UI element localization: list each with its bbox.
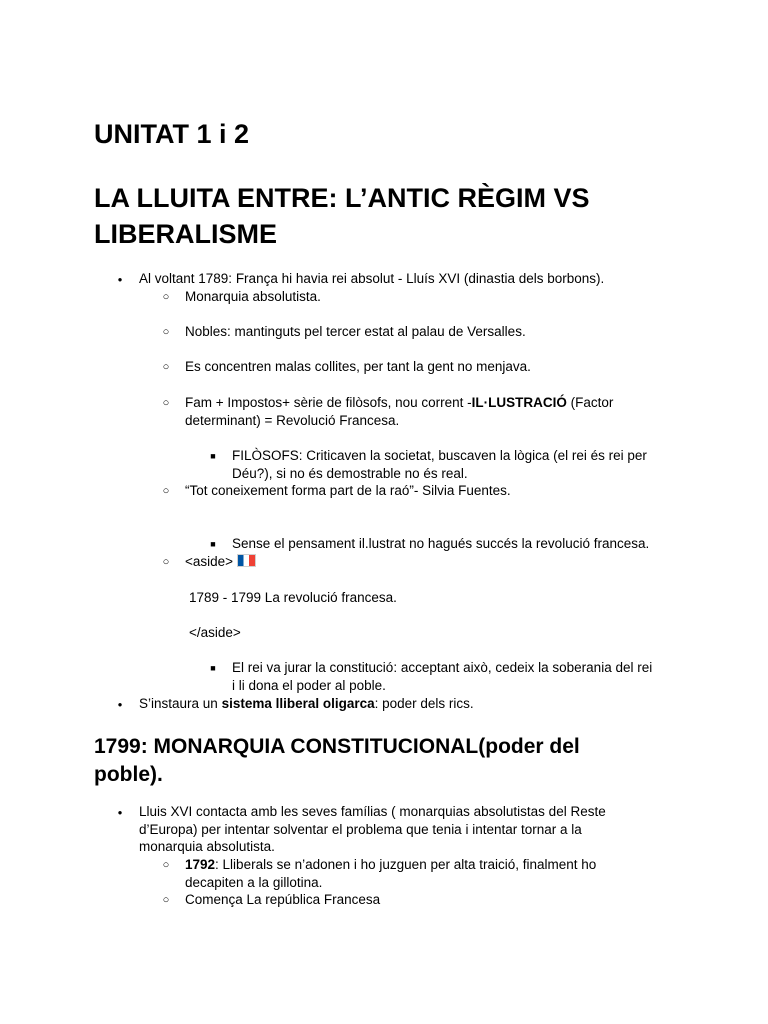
list-item-text: determinant) = Revolució Francesa.	[185, 412, 400, 428]
bullet-circle-icon	[159, 323, 173, 342]
list-item: Sense el pensament il.lustrat no hagués succés la revolució francesa.	[232, 536, 650, 551]
list-item: Es concentren malas collites, per tant la gent no menjava.	[185, 359, 531, 374]
list-item: Monarquia absolutista.	[185, 289, 321, 304]
main-title	[94, 180, 694, 252]
emphasis-text: 1792	[185, 857, 216, 872]
list-item-text: El rei va jurar la constitució: acceptant això, cedeix la soberania del rei	[232, 660, 653, 675]
list-item	[232, 447, 677, 482]
aside-close-tag: </aside>	[189, 625, 241, 640]
bullet-circle-icon	[159, 856, 173, 875]
aside-open-tag: <aside>	[185, 554, 234, 569]
bullet-circle-icon	[159, 891, 173, 910]
list-item	[232, 659, 677, 694]
section-heading-line2: poble).	[94, 763, 163, 786]
list-item-text: : Lliberals se n’adonen i ho juzguen per alta traició, finalment ho	[215, 857, 597, 872]
list-item: Al voltant 1789: França hi havia rei absolut - Lluís XVI (dinastia dels borbons).	[139, 271, 605, 286]
unit-title: UNITAT 1 i 2	[94, 119, 250, 149]
list-item: “Tot coneixement forma part de la raó”- Silvia Fuentes.	[185, 483, 511, 498]
list-item-text: Fam + Impostos+ sèrie de filòsofs, nou corrent -	[185, 395, 472, 410]
list-item	[139, 803, 669, 856]
list-item-text: S’instaura un	[139, 696, 222, 711]
list-item-text: Lluis XVI contacta amb les seves famílias ( monarquias absolutistas del Reste	[139, 804, 606, 819]
france-flag-icon	[237, 554, 256, 567]
aside-text: 1789 - 1799 La revolució francesa.	[189, 590, 397, 605]
list-item	[185, 394, 665, 429]
list-item-text: d’Europa) per intentar solventar el problema que tenia i intentar tornar a la	[139, 821, 582, 837]
bullet-square-icon	[206, 535, 220, 554]
bullet-square-icon	[206, 447, 220, 466]
main-title-line1: LA LLUITA ENTRE: L’ANTIC RÈGIM VS	[94, 183, 590, 213]
bullet-disc-icon	[113, 803, 127, 822]
main-title-line2: LIBERALISME	[94, 219, 278, 249]
bullet-circle-icon	[159, 288, 173, 307]
list-item	[185, 856, 665, 891]
list-item: Nobles: mantinguts pel tercer estat al palau de Versalles.	[185, 324, 526, 339]
bullet-disc-icon	[113, 270, 127, 289]
list-item-text: i li dona el poder al poble.	[232, 677, 386, 693]
list-item	[139, 695, 669, 713]
list-item-text: decapiten a la gillotina.	[185, 874, 323, 890]
bullet-circle-icon	[159, 553, 173, 572]
bullet-circle-icon	[159, 394, 173, 413]
list-item-text: Déu?), si no és demostrable no és real.	[232, 465, 468, 481]
list-item	[185, 553, 665, 571]
section-heading-line1: 1799: MONARQUIA CONSTITUCIONAL(poder del	[94, 735, 580, 758]
emphasis-text: IL·LUSTRACIÓ	[471, 395, 567, 410]
section-heading	[94, 733, 634, 789]
bullet-disc-icon	[113, 695, 127, 714]
list-item-text: (Factor	[566, 395, 614, 410]
list-item-text: monarquia absolutista.	[139, 839, 275, 854]
bullet-circle-icon	[159, 358, 173, 377]
list-item: Comença La república Francesa	[185, 892, 381, 907]
list-item-text: : poder dels rics.	[374, 696, 474, 711]
bullet-circle-icon	[159, 482, 173, 501]
list-item-text: FILÒSOFS: Criticaven la societat, buscaven la lògica (el rei és rei per	[232, 448, 647, 463]
emphasis-text: sistema lliberal oligarca	[221, 696, 375, 711]
bullet-square-icon	[206, 659, 220, 678]
